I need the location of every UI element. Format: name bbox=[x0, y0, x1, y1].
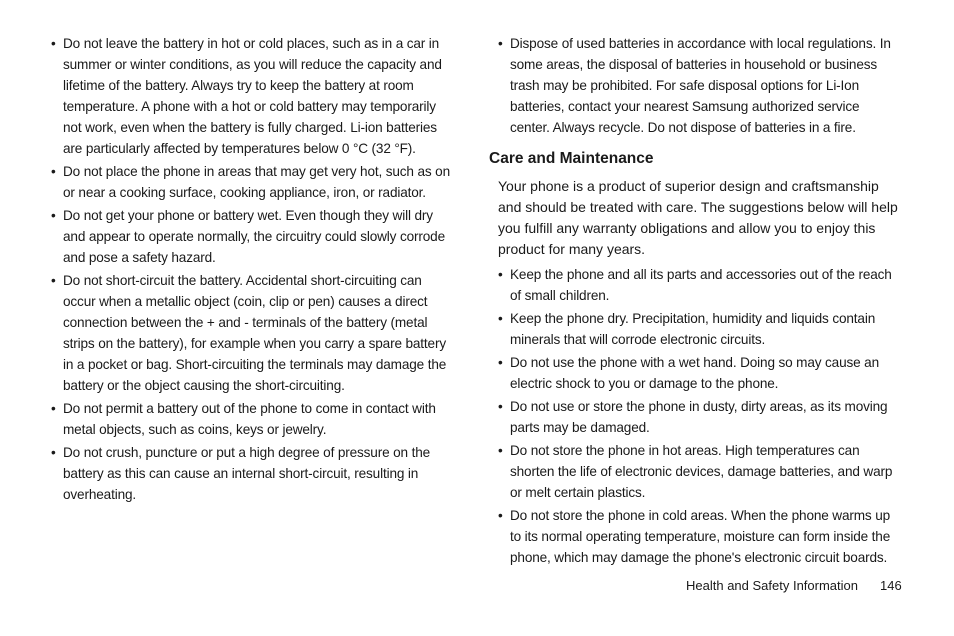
list-item: • Do not crush, puncture or put a high degree of pressure on the battery as this can cause an internal short-circuit, resulting in overheating. bbox=[50, 442, 450, 505]
list-item: • Do not short-circuit the battery. Accidental short-circuiting can occur when a metallic object (coin, clip or pen) causes a direct connection between the + and - terminals of the battery (metal strips on the battery), for example when you carry a spare battery in a pocket or bag. Short-circuiting the terminals may damage the battery or the object causing the short-circuiting. bbox=[50, 270, 450, 396]
page-footer bbox=[686, 578, 902, 593]
list-item: • Keep the phone and all its parts and accessories out of the reach of small children. bbox=[497, 264, 897, 306]
list-item: • Dispose of used batteries in accordance with local regulations. In some areas, the disposal of batteries in household or business trash may be prohibited. For safe disposal options for Li-Ion batteries, contact your nearest Samsung authorized service center. Always recycle. Do not dispose of batteries in a fire. bbox=[497, 33, 897, 138]
care-maintenance-list bbox=[497, 264, 897, 568]
left-column bbox=[50, 33, 450, 507]
list-item: • Keep the phone dry. Precipitation, humidity and liquids contain minerals that will corrode electronic circuits. bbox=[497, 308, 897, 350]
right-column bbox=[489, 33, 898, 570]
list-item: • Do not store the phone in cold areas. When the phone warms up to its normal operating temperature, moisture can form inside the phone, which may damage the phone's electronic circuit boards. bbox=[497, 505, 897, 568]
section-heading: Care and Maintenance bbox=[489, 150, 654, 167]
footer-section-title: Health and Safety Information bbox=[686, 578, 858, 593]
list-item: • Do not leave the battery in hot or cold places, such as in a car in summer or winter conditions, as you will reduce the capacity and lifetime of the battery. Always try to keep the battery at room temperature. A phone with a hot or cold battery may temporarily not work, even when the battery is fully charged. Li-ion batteries are particularly affected by temperatures below 0 °C (32 °F). bbox=[50, 33, 450, 159]
list-item: • Do not place the phone in areas that may get very hot, such as on or near a cooking surface, cooking appliance, iron, or radiator. bbox=[50, 161, 450, 203]
disposal-list bbox=[497, 33, 897, 138]
list-item: • Do not use the phone with a wet hand. Doing so may cause an electric shock to you or damage to the phone. bbox=[497, 352, 897, 394]
list-item: • Do not store the phone in hot areas. High temperatures can shorten the life of electronic devices, damage batteries, and warp or melt certain plastics. bbox=[497, 440, 897, 503]
section-intro: Your phone is a product of superior design and craftsmanship and should be treated with care. The suggestions below will help you fulfill any warranty obligations and allow you to enjoy this product for many years. bbox=[498, 178, 898, 257]
list-item: • Do not use or store the phone in dusty, dirty areas, as its moving parts may be damaged. bbox=[497, 396, 897, 438]
list-item: • Do not get your phone or battery wet. Even though they will dry and appear to operate normally, the circuitry could slowly corrode and pose a safety hazard. bbox=[50, 205, 450, 268]
page-number: 146 bbox=[880, 578, 902, 593]
list-item: • Do not permit a battery out of the phone to come in contact with metal objects, such as coins, keys or jewelry. bbox=[50, 398, 450, 440]
battery-precautions-list bbox=[50, 33, 450, 505]
